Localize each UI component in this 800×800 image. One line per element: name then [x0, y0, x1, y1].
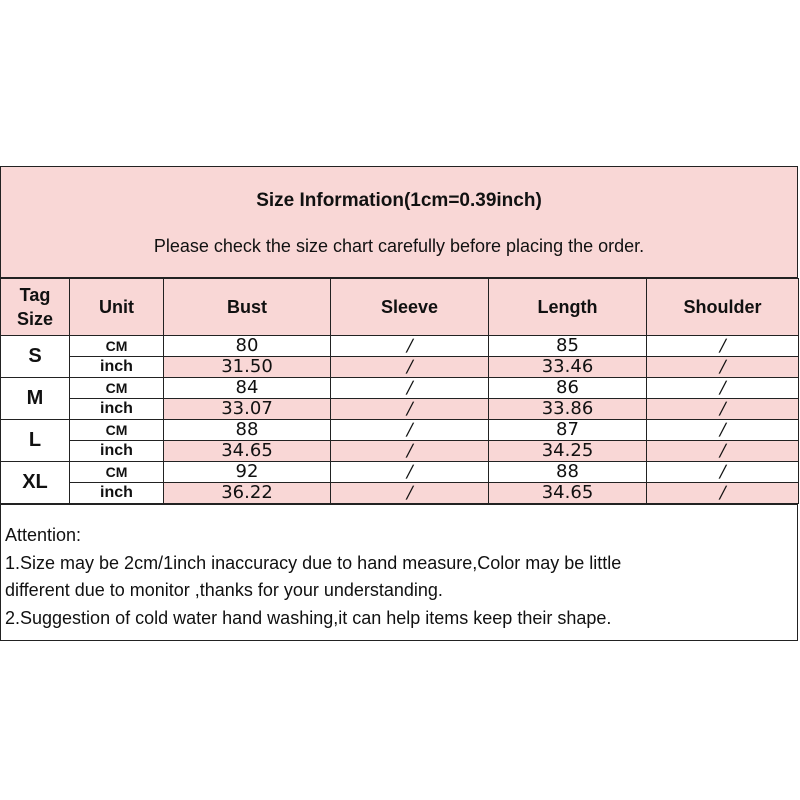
- col-header-length: Length: [489, 279, 647, 336]
- unit-cell: inch: [70, 357, 164, 378]
- table-row: [1, 420, 799, 441]
- shoulder-cell: [647, 399, 799, 420]
- bust-cell: 36.22: [164, 483, 331, 504]
- length-cell: 87: [489, 420, 647, 441]
- shoulder-value: /: [717, 420, 728, 440]
- col-header-bust: Bust: [164, 279, 331, 336]
- table-row: [1, 357, 799, 378]
- bust-cell: 88: [164, 420, 331, 441]
- col-header-shoulder: Shoulder: [647, 279, 799, 336]
- length-cell: 85: [489, 336, 647, 357]
- table-row: [1, 378, 799, 399]
- attention-notes: [1, 504, 797, 640]
- sleeve-cell: [331, 378, 489, 399]
- shoulder-value: /: [717, 441, 728, 461]
- length-cell: 33.46: [489, 357, 647, 378]
- attention-heading: Attention:: [5, 525, 82, 545]
- bust-cell: 33.07: [164, 399, 331, 420]
- col-header-tag-size: [1, 279, 70, 336]
- table-row: [1, 441, 799, 462]
- col-header-tag-line1: Tag: [19, 285, 51, 305]
- sleeve-value: /: [404, 420, 415, 440]
- shoulder-value: /: [717, 399, 728, 419]
- shoulder-value: /: [717, 483, 728, 503]
- sleeve-value: /: [404, 336, 415, 356]
- sleeve-value: /: [404, 357, 415, 377]
- shoulder-value: /: [717, 378, 728, 398]
- sleeve-value: /: [404, 483, 415, 503]
- table-row: [1, 462, 799, 483]
- table-row: [1, 336, 799, 357]
- chart-subtitle: Please check the size chart carefully before placing the order.: [153, 236, 645, 256]
- chart-title: Size Information(1cm=0.39inch): [256, 190, 542, 211]
- table-row: [1, 399, 799, 420]
- length-cell: 88: [489, 462, 647, 483]
- unit-cell: inch: [70, 483, 164, 504]
- unit-cell: CM: [70, 378, 164, 399]
- length-cell: 34.65: [489, 483, 647, 504]
- unit-cell: CM: [70, 462, 164, 483]
- sleeve-cell: [331, 399, 489, 420]
- bust-cell: 31.50: [164, 357, 331, 378]
- length-cell: 34.25: [489, 441, 647, 462]
- sleeve-value: /: [404, 399, 415, 419]
- sleeve-cell: [331, 357, 489, 378]
- shoulder-cell: [647, 336, 799, 357]
- shoulder-cell: [647, 378, 799, 399]
- length-cell: 33.86: [489, 399, 647, 420]
- sleeve-cell: [331, 462, 489, 483]
- shoulder-cell: [647, 441, 799, 462]
- size-label: S: [1, 336, 70, 378]
- attention-line-3: 2.Suggestion of cold water hand washing,it can help items keep their shape.: [5, 607, 612, 628]
- sleeve-cell: [331, 420, 489, 441]
- size-label: XL: [1, 462, 70, 504]
- attention-line-1: 1.Size may be 2cm/1inch inaccuracy due to hand measure,Color may be little: [5, 552, 622, 573]
- shoulder-cell: [647, 357, 799, 378]
- table-header-row: [1, 279, 799, 336]
- unit-cell: CM: [70, 336, 164, 357]
- sleeve-value: /: [404, 441, 415, 461]
- sleeve-cell: [331, 336, 489, 357]
- bust-cell: 84: [164, 378, 331, 399]
- col-header-tag-line2: Size: [16, 309, 54, 329]
- chart-header: [1, 167, 797, 278]
- sleeve-cell: [331, 483, 489, 504]
- col-header-sleeve: Sleeve: [331, 279, 489, 336]
- size-chart: [0, 166, 798, 641]
- col-header-unit: Unit: [70, 279, 164, 336]
- bust-cell: 92: [164, 462, 331, 483]
- unit-cell: inch: [70, 441, 164, 462]
- size-table: [0, 278, 799, 504]
- sleeve-value: /: [404, 378, 415, 398]
- unit-cell: inch: [70, 399, 164, 420]
- sleeve-cell: [331, 441, 489, 462]
- shoulder-value: /: [717, 336, 728, 356]
- unit-cell: CM: [70, 420, 164, 441]
- shoulder-value: /: [717, 462, 728, 482]
- size-label: L: [1, 420, 70, 462]
- size-label: M: [1, 378, 70, 420]
- shoulder-cell: [647, 420, 799, 441]
- bust-cell: 80: [164, 336, 331, 357]
- shoulder-cell: [647, 462, 799, 483]
- bust-cell: 34.65: [164, 441, 331, 462]
- shoulder-cell: [647, 483, 799, 504]
- table-row: [1, 483, 799, 504]
- shoulder-value: /: [717, 357, 728, 377]
- length-cell: 86: [489, 378, 647, 399]
- sleeve-value: /: [404, 462, 415, 482]
- attention-line-2: different due to monitor ,thanks for your understanding.: [5, 580, 443, 600]
